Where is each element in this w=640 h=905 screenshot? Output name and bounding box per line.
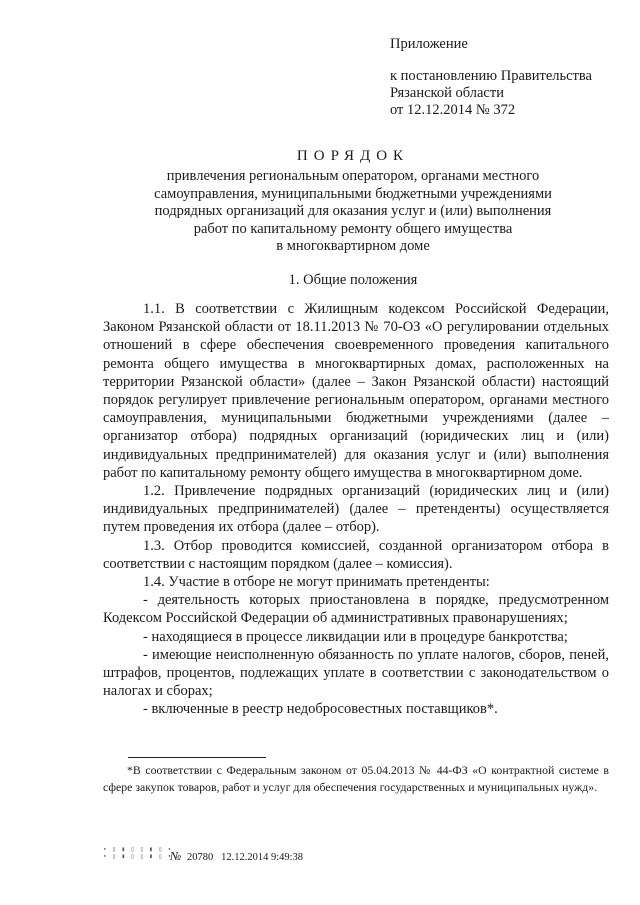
title-main: ПОРЯДОК <box>296 148 410 164</box>
appendix-region: Рязанской области <box>390 85 504 101</box>
stamp-barcode: ∙ ▯ ▮ ▯ ▯ ▮ ▯ ∙ <box>103 853 173 860</box>
document-title <box>98 146 608 256</box>
footnote-divider <box>128 757 266 758</box>
title-subtitle <box>98 168 608 256</box>
paragraph-1-2: 1.2. Привлечение подрядных организаций (юридических лиц и (или) индивидуальных предпринимателей) (далее – претенденты) осуществляется путем проведения их отбора (далее – отбор). <box>103 483 609 536</box>
section-heading: 1. Общие положения <box>288 272 418 288</box>
list-item: - находящиеся в процессе ликвидации или в процедуре банкротства; <box>143 628 568 645</box>
number-sign-icon: № <box>170 849 182 863</box>
paragraph-1-1: 1.1. В соответствии с Жилищным кодексом Российской Федерации, Законом Рязанской области от 18.11.2013 № 70-ОЗ «О регулировании отдельных отношений в сфере обеспечения своевременного проведения капитального ремонта общего имущества в многоквартирных домах, расположенных на территории Рязанской области» (далее – Закон Рязанской области) настоящий порядок регулирует привлечение региональным оператором, органами местного самоуправления, муниципальными бюджетными учреждениями (далее – организатор отбора) подрядных организаций (юридических лиц и (или) индивидуальных предпринимателей) для оказания услуг и (или) выполнения работ по капитальному ремонту общего имущества в многоквартирном доме. <box>103 301 609 481</box>
registration-number: 20780 <box>186 852 214 863</box>
title-subtitle-line: привлечения региональным оператором, органами местного <box>166 168 540 184</box>
footnote: *В соответствии с Федеральным законом от 05.04.2013 № 44-ФЗ «О контрактной системе в сфере закупок товаров, работ и услуг для обеспечения государственных и муниципальных нужд». <box>103 763 609 794</box>
appendix-label: Приложение <box>390 36 468 52</box>
title-subtitle-line: в многоквартирном доме <box>276 238 430 254</box>
appendix-date-number: от 12.12.2014 № 372 <box>390 102 516 118</box>
stamp-barcode: ∙ ▯ ▮ ▯ ▯ ▮ ▯ ∙ <box>103 846 173 853</box>
registration-stamp-icon <box>103 846 173 866</box>
appendix-decree: к постановлению Правительства <box>390 68 592 84</box>
registration-datetime: 12.12.2014 9:49:38 <box>221 852 304 863</box>
title-subtitle-line: работ по капитальному ремонту общего имущества <box>193 220 513 237</box>
document-body <box>103 300 609 719</box>
appendix-header <box>390 36 592 119</box>
paragraph-1-3: 1.3. Отбор проводится комиссией, созданной организатором отбора в соответствии с настоящим порядком (далее – комиссия). <box>103 537 609 572</box>
registration-info <box>170 850 303 864</box>
title-subtitle-line: подрядных организаций для оказания услуг и (или) выполнения <box>154 203 552 219</box>
paragraph-1-4: 1.4. Участие в отборе не могут принимать претенденты: <box>143 574 490 591</box>
list-item: - деятельность которых приостановлена в порядке, предусмотренном Кодексом Российской Федерации об административных правонарушениях; <box>103 592 609 627</box>
title-subtitle-line: самоуправления, муниципальными бюджетными учреждениями <box>154 185 552 202</box>
list-item: - имеющие неисполненную обязанность по уплате налогов, сборов, пеней, штрафов, процентов, подлежащих уплате в соответствии с законодательством о налогах и сборах; <box>103 646 609 700</box>
list-item: - включенные в реестр недобросовестных поставщиков*. <box>143 701 498 718</box>
